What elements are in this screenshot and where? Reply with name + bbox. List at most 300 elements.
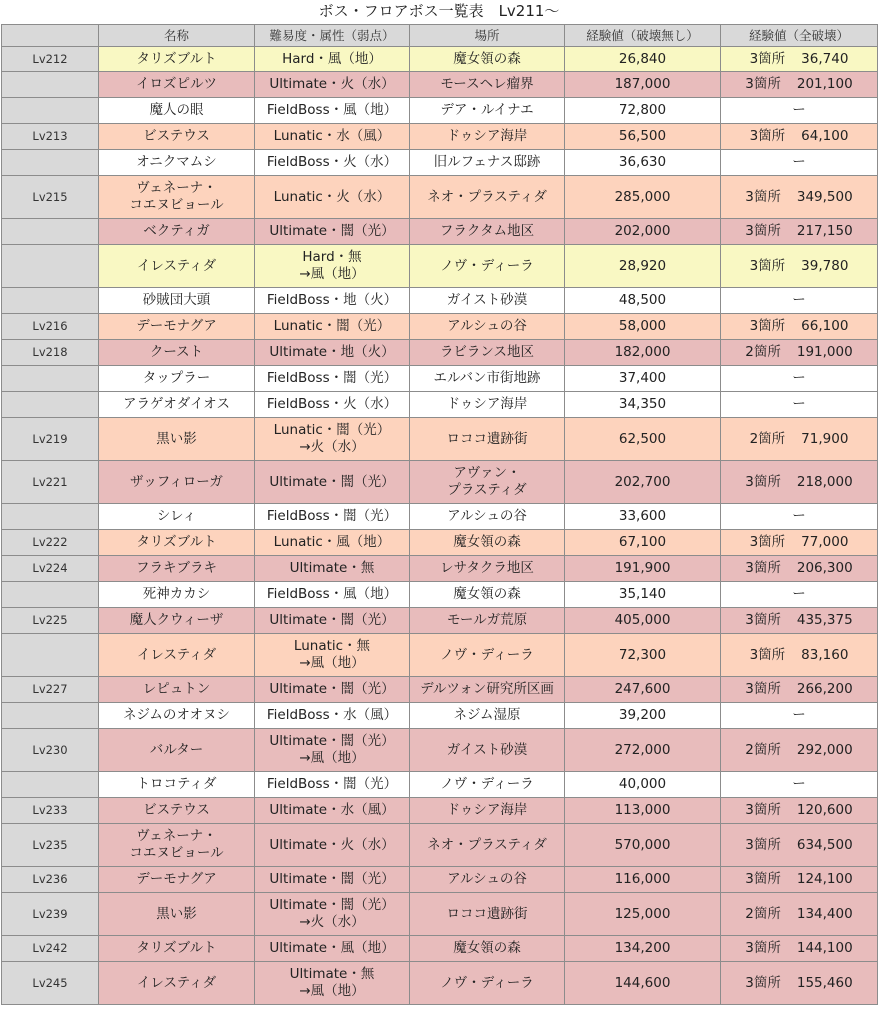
difficulty-cell: [255, 936, 410, 962]
boss-name-line: イレスティダ: [136, 646, 217, 663]
difficulty-cell: [255, 893, 410, 936]
boss-name-cell: [99, 245, 255, 288]
difficulty-line: FieldBoss・水（風）: [266, 707, 398, 723]
place-cell: [410, 392, 565, 418]
boss-name-cell: [99, 824, 255, 867]
exp-cell: 191,900: [565, 556, 721, 582]
boss-name-line: デーモナグア: [136, 318, 217, 334]
difficulty-line: Ultimate・闇（光）: [269, 681, 395, 697]
level-cell: [2, 703, 99, 729]
place-line: ロココ遺跡街: [446, 430, 528, 447]
page-title: ボス・フロアボス一覧表 Lv211〜: [318, 2, 560, 20]
difficulty-line: Ultimate・風（地）: [269, 940, 395, 956]
exp-cell: 144,600: [565, 962, 721, 1005]
boss-name-cell: [99, 124, 255, 150]
table-row: [2, 530, 878, 556]
difficulty-cell: [255, 772, 410, 798]
header-exp: 経験値（破壊無し）: [565, 25, 721, 47]
difficulty-line: Ultimate・闇（光）: [269, 871, 395, 887]
place-line: アルシュの谷: [447, 871, 527, 887]
exp-full-value: 120,600: [796, 802, 853, 818]
exp-cell: 202,000: [565, 219, 721, 245]
boss-name-line: ベクティガ: [143, 223, 210, 239]
parts-count: 3箇所: [745, 76, 781, 92]
level-cell: Lv233: [2, 798, 99, 824]
place-cell: [410, 677, 565, 703]
place-cell: [410, 340, 565, 366]
difficulty-line: Lunatic・風（地）: [273, 534, 391, 550]
boss-name-line: アラゲオダイオス: [123, 396, 230, 412]
boss-name-line: タリズブルト: [136, 50, 217, 67]
difficulty-line: Hard・風（地）: [282, 50, 382, 67]
table-row: [2, 824, 878, 867]
table-row: [2, 798, 878, 824]
boss-name-cell: [99, 418, 255, 461]
exp-cell: 202,700: [565, 461, 721, 504]
boss-name-cell: [99, 582, 255, 608]
difficulty-line: Ultimate・無: [289, 560, 375, 576]
difficulty-cell: [255, 530, 410, 556]
boss-name-cell: [99, 772, 255, 798]
difficulty-cell: [255, 677, 410, 703]
parts-count: 3箇所: [745, 223, 781, 239]
difficulty-line: FieldBoss・風（地）: [266, 586, 398, 602]
difficulty-cell: [255, 314, 410, 340]
difficulty-cell: [255, 504, 410, 530]
level-cell: Lv235: [2, 824, 99, 867]
boss-name-line: ヴェネーナ・: [136, 828, 217, 844]
table-row: [2, 461, 878, 504]
boss-name-cell: [99, 504, 255, 530]
exp-full-value: ー: [792, 292, 806, 308]
difficulty-cell: [255, 867, 410, 893]
parts-count: 2箇所: [745, 905, 781, 922]
level-cell: Lv218: [2, 340, 99, 366]
exp-full-value: ー: [792, 102, 806, 118]
difficulty-line: Ultimate・闇（光）: [269, 612, 395, 628]
place-cell: [410, 314, 565, 340]
table-row: [2, 392, 878, 418]
difficulty-line: →火（水）: [299, 914, 365, 930]
level-cell: [2, 245, 99, 288]
difficulty-cell: [255, 98, 410, 124]
place-cell: [410, 893, 565, 936]
exp-full-cell: [721, 936, 878, 962]
difficulty-cell: [255, 729, 410, 772]
exp-full-cell: [721, 219, 878, 245]
exp-full-cell: [721, 729, 878, 772]
exp-full-value: ー: [792, 154, 806, 170]
difficulty-line: Lunatic・水（風）: [273, 128, 391, 144]
boss-name-line: タリズブルト: [136, 940, 217, 956]
table-row: [2, 608, 878, 634]
difficulty-line: Lunatic・闇（光）: [273, 422, 391, 438]
exp-full-cell: [721, 893, 878, 936]
level-cell: Lv242: [2, 936, 99, 962]
boss-name-line: デーモナグア: [136, 871, 217, 887]
difficulty-line: FieldBoss・火（水）: [266, 396, 398, 412]
parts-count: 2箇所: [745, 344, 781, 360]
exp-full-value: 39,780: [801, 257, 849, 274]
difficulty-cell: [255, 245, 410, 288]
place-cell: [410, 176, 565, 219]
exp-full-value: ー: [792, 370, 806, 386]
exp-full-cell: [721, 288, 878, 314]
place-line: ノヴ・ディーラ: [440, 776, 534, 792]
table-row: [2, 314, 878, 340]
boss-name-cell: [99, 219, 255, 245]
table-row: [2, 219, 878, 245]
exp-full-value: 66,100: [801, 318, 849, 334]
place-line: 魔女領の森: [453, 940, 521, 956]
level-cell: [2, 392, 99, 418]
exp-full-value: 206,300: [796, 560, 853, 576]
boss-name-line: ザッフィローガ: [130, 473, 223, 490]
table-row: [2, 893, 878, 936]
exp-full-value: 134,400: [796, 905, 853, 922]
exp-cell: 48,500: [565, 288, 721, 314]
table-row: [2, 582, 878, 608]
level-cell: Lv239: [2, 893, 99, 936]
place-cell: [410, 461, 565, 504]
difficulty-line: Ultimate・闇（光）: [269, 733, 395, 749]
level-cell: Lv215: [2, 176, 99, 219]
place-line: ノヴ・ディーラ: [440, 974, 534, 991]
exp-cell: 182,000: [565, 340, 721, 366]
place-line: ネオ・プラスティダ: [427, 188, 547, 205]
exp-full-value: 155,460: [796, 974, 853, 991]
boss-name-line: コエヌビョール: [129, 197, 224, 213]
boss-name-line: タリズブルト: [136, 534, 217, 550]
place-line: レサタクラ地区: [440, 560, 534, 576]
level-cell: Lv230: [2, 729, 99, 772]
parts-count: 3箇所: [745, 560, 781, 576]
place-cell: [410, 867, 565, 893]
exp-full-cell: [721, 47, 878, 72]
place-cell: [410, 530, 565, 556]
boss-name-cell: [99, 392, 255, 418]
difficulty-line: →風（地）: [299, 655, 365, 671]
table-row: [2, 634, 878, 677]
table-row: [2, 288, 878, 314]
level-cell: Lv221: [2, 461, 99, 504]
boss-name-line: 死神カカシ: [142, 586, 211, 602]
table-body: [2, 47, 878, 1005]
exp-full-value: ー: [792, 776, 806, 792]
table-row: [2, 150, 878, 176]
parts-count: 3箇所: [745, 188, 781, 205]
table-row: [2, 936, 878, 962]
exp-full-value: 435,375: [796, 612, 853, 628]
place-line: 魔女領の森: [453, 586, 521, 602]
level-cell: [2, 288, 99, 314]
place-cell: [410, 634, 565, 677]
place-cell: [410, 729, 565, 772]
difficulty-line: FieldBoss・火（水）: [266, 154, 398, 170]
boss-name-line: ビステウス: [143, 128, 210, 144]
boss-name-line: トロコティダ: [136, 776, 217, 792]
exp-cell: 116,000: [565, 867, 721, 893]
place-line: デルツォン研究所区画: [420, 681, 554, 697]
parts-count: 3箇所: [745, 871, 781, 887]
place-cell: [410, 245, 565, 288]
boss-name-cell: [99, 530, 255, 556]
place-line: ラビランス地区: [439, 344, 535, 360]
exp-full-value: ー: [792, 396, 806, 412]
exp-full-cell: [721, 504, 878, 530]
table-row: [2, 556, 878, 582]
place-line: 魔女領の森: [453, 534, 521, 550]
table-row: [2, 729, 878, 772]
difficulty-cell: [255, 634, 410, 677]
table-row: [2, 176, 878, 219]
exp-full-cell: [721, 418, 878, 461]
place-line: ロココ遺跡街: [446, 905, 528, 922]
exp-full-cell: [721, 608, 878, 634]
exp-full-cell: [721, 340, 878, 366]
boss-name-line: シレィ: [156, 508, 197, 524]
boss-name-cell: [99, 150, 255, 176]
place-cell: [410, 98, 565, 124]
exp-cell: 125,000: [565, 893, 721, 936]
boss-name-line: コエヌビョール: [129, 845, 224, 861]
level-cell: [2, 72, 99, 98]
exp-full-cell: [721, 772, 878, 798]
exp-full-cell: [721, 703, 878, 729]
place-cell: [410, 150, 565, 176]
exp-full-cell: [721, 461, 878, 504]
place-cell: [410, 504, 565, 530]
level-cell: [2, 504, 99, 530]
boss-name-cell: [99, 461, 255, 504]
place-cell: [410, 47, 565, 72]
difficulty-cell: [255, 124, 410, 150]
parts-count: 3箇所: [749, 257, 786, 274]
place-line: ノヴ・ディーラ: [440, 257, 534, 274]
boss-name-line: 魔人の眼: [149, 102, 204, 118]
place-line: 魔女領の森: [453, 50, 521, 67]
difficulty-cell: [255, 582, 410, 608]
difficulty-line: FieldBoss・地（火）: [266, 292, 398, 308]
boss-name-line: ネジムのオオヌシ: [122, 707, 231, 723]
exp-cell: 72,800: [565, 98, 721, 124]
place-cell: [410, 72, 565, 98]
exp-full-value: 266,200: [796, 681, 853, 697]
exp-full-value: 217,150: [796, 223, 853, 239]
exp-full-cell: [721, 366, 878, 392]
difficulty-cell: [255, 176, 410, 219]
boss-name-cell: [99, 72, 255, 98]
place-cell: [410, 608, 565, 634]
parts-count: 3箇所: [749, 534, 786, 550]
difficulty-cell: [255, 288, 410, 314]
difficulty-cell: [255, 703, 410, 729]
parts-count: 3箇所: [745, 940, 781, 956]
difficulty-line: FieldBoss・風（地）: [266, 102, 398, 118]
exp-full-cell: [721, 582, 878, 608]
parts-count: 3箇所: [749, 50, 786, 67]
boss-name-cell: [99, 340, 255, 366]
exp-full-value: 83,160: [801, 646, 849, 663]
difficulty-cell: [255, 608, 410, 634]
difficulty-line: →風（地）: [299, 266, 365, 282]
boss-name-cell: [99, 962, 255, 1005]
header-name: 名称: [99, 25, 255, 47]
difficulty-cell: [255, 962, 410, 1005]
place-line: ガイスト砂漠: [446, 292, 528, 308]
difficulty-cell: [255, 340, 410, 366]
level-cell: Lv222: [2, 530, 99, 556]
boss-name-cell: [99, 634, 255, 677]
place-cell: [410, 366, 565, 392]
level-cell: Lv236: [2, 867, 99, 893]
boss-name-line: レピュトン: [142, 681, 211, 697]
exp-full-value: ー: [792, 586, 806, 602]
difficulty-line: Lunatic・火（水）: [273, 188, 391, 205]
exp-full-cell: [721, 634, 878, 677]
boss-name-cell: [99, 608, 255, 634]
boss-name-cell: [99, 288, 255, 314]
boss-name-line: 砂賊団大頭: [142, 292, 211, 308]
place-cell: [410, 124, 565, 150]
exp-full-value: 124,100: [796, 871, 853, 887]
boss-name-line: オニクマムシ: [136, 154, 217, 170]
table-row: [2, 504, 878, 530]
header-level: [2, 25, 99, 47]
difficulty-cell: [255, 219, 410, 245]
table-row: [2, 47, 878, 72]
boss-name-cell: [99, 936, 255, 962]
boss-name-cell: [99, 556, 255, 582]
parts-count: 3箇所: [745, 473, 781, 490]
exp-full-cell: [721, 392, 878, 418]
place-line: モースヘレ瘤界: [440, 76, 534, 92]
exp-full-cell: [721, 150, 878, 176]
exp-full-value: ー: [792, 508, 806, 524]
boss-name-cell: [99, 677, 255, 703]
exp-cell: 58,000: [565, 314, 721, 340]
boss-name-cell: [99, 798, 255, 824]
table-row: [2, 366, 878, 392]
exp-full-cell: [721, 176, 878, 219]
parts-count: 2箇所: [745, 741, 781, 758]
level-cell: Lv227: [2, 677, 99, 703]
boss-name-cell: [99, 98, 255, 124]
boss-name-line: イレスティダ: [136, 974, 217, 991]
difficulty-cell: [255, 47, 410, 72]
exp-full-value: 144,100: [796, 940, 853, 956]
table-row: [2, 677, 878, 703]
difficulty-cell: [255, 798, 410, 824]
exp-cell: 67,100: [565, 530, 721, 556]
header-place: 場所: [410, 25, 565, 47]
place-cell: [410, 798, 565, 824]
exp-full-value: 71,900: [801, 430, 849, 447]
parts-count: 3箇所: [745, 612, 781, 628]
boss-name-cell: [99, 867, 255, 893]
boss-name-line: 魔人クウィーザ: [129, 612, 224, 628]
exp-cell: 33,600: [565, 504, 721, 530]
place-line: ノヴ・ディーラ: [440, 646, 534, 663]
place-line: アルシュの谷: [447, 508, 527, 524]
place-cell: [410, 703, 565, 729]
exp-cell: 40,000: [565, 772, 721, 798]
difficulty-line: →火（水）: [299, 439, 365, 455]
place-cell: [410, 219, 565, 245]
table-row: [2, 867, 878, 893]
exp-full-value: 64,100: [801, 128, 849, 144]
table-row: [2, 962, 878, 1005]
parts-count: 3箇所: [745, 802, 781, 818]
level-cell: Lv245: [2, 962, 99, 1005]
exp-full-value: 77,000: [801, 534, 849, 550]
difficulty-line: Ultimate・地（火）: [269, 344, 395, 360]
exp-cell: 28,920: [565, 245, 721, 288]
place-cell: [410, 962, 565, 1005]
table-row: [2, 72, 878, 98]
exp-cell: 36,630: [565, 150, 721, 176]
place-line: デア・ルイナエ: [440, 102, 534, 118]
boss-name-cell: [99, 893, 255, 936]
level-cell: [2, 366, 99, 392]
difficulty-cell: [255, 556, 410, 582]
boss-name-cell: [99, 703, 255, 729]
parts-count: 3箇所: [745, 681, 781, 697]
level-cell: [2, 582, 99, 608]
exp-cell: 113,000: [565, 798, 721, 824]
exp-cell: 187,000: [565, 72, 721, 98]
exp-cell: 247,600: [565, 677, 721, 703]
exp-full-cell: [721, 962, 878, 1005]
level-cell: [2, 150, 99, 176]
boss-name-line: イロズピルツ: [136, 76, 217, 92]
exp-cell: 405,000: [565, 608, 721, 634]
difficulty-cell: [255, 366, 410, 392]
place-cell: [410, 288, 565, 314]
level-cell: Lv213: [2, 124, 99, 150]
exp-cell: 72,300: [565, 634, 721, 677]
table-row: [2, 772, 878, 798]
difficulty-line: Lunatic・闇（光）: [273, 318, 391, 334]
parts-count: 3箇所: [749, 128, 786, 144]
exp-cell: 285,000: [565, 176, 721, 219]
parts-count: 3箇所: [745, 974, 781, 991]
exp-full-value: 218,000: [796, 473, 853, 490]
level-cell: Lv212: [2, 47, 99, 72]
place-line: ドゥシア海岸: [446, 802, 528, 818]
exp-cell: 570,000: [565, 824, 721, 867]
table-row: [2, 340, 878, 366]
exp-cell: 37,400: [565, 366, 721, 392]
exp-full-cell: [721, 72, 878, 98]
boss-name-line: 黒い影: [156, 430, 197, 447]
difficulty-cell: [255, 461, 410, 504]
place-line: プラスティダ: [447, 482, 527, 498]
place-line: ネジム湿原: [453, 707, 521, 723]
difficulty-line: Ultimate・無: [289, 966, 375, 982]
header-difficulty: 難易度・属性（弱点）: [255, 25, 410, 47]
difficulty-line: FieldBoss・闇（光）: [266, 508, 398, 524]
exp-cell: 62,500: [565, 418, 721, 461]
exp-full-cell: [721, 556, 878, 582]
exp-cell: 39,200: [565, 703, 721, 729]
exp-cell: 35,140: [565, 582, 721, 608]
boss-name-cell: [99, 729, 255, 772]
place-line: 旧ルフェナス邸跡: [433, 154, 541, 170]
table-row: [2, 245, 878, 288]
level-cell: [2, 219, 99, 245]
boss-name-cell: [99, 366, 255, 392]
